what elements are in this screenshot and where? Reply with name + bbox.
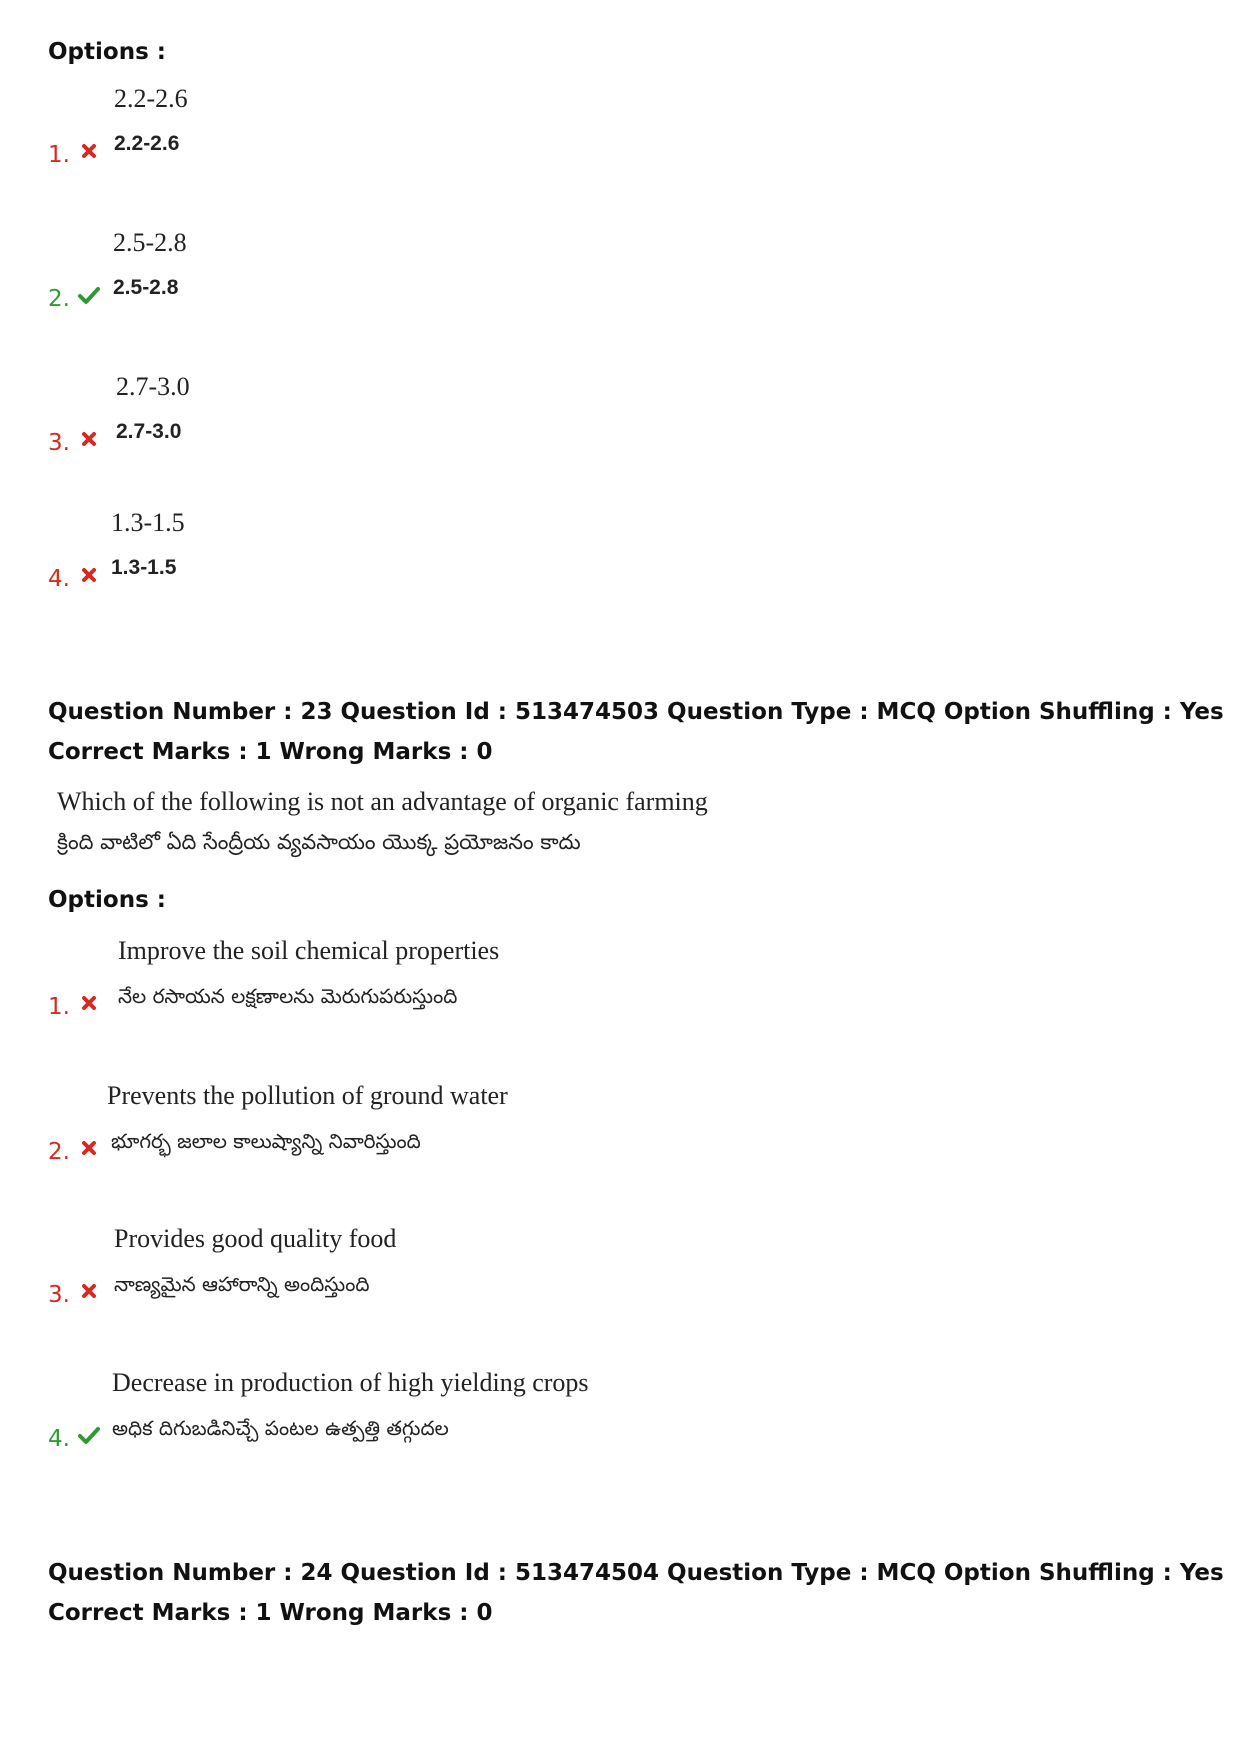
option-number: 1. [48, 994, 70, 1020]
marks-meta: Correct Marks : 1 Wrong Marks : 0 [48, 1600, 493, 1626]
option-subtext: 2.7-3.0 [116, 420, 182, 443]
option-number: 3. [48, 430, 70, 456]
question-text-te: క్రింది వాటిలో ఏది సేంద్రీయ వ్యవసాయం యొక్క ప్రయోజనం కాదు [57, 830, 581, 854]
option-3 [48, 372, 1148, 512]
option-2 [48, 228, 1148, 368]
options-label: Options : [48, 39, 166, 65]
cross-icon [76, 426, 102, 452]
option-text: Decrease in production of high yielding crops [112, 1368, 589, 1397]
marks-meta: Correct Marks : 1 Wrong Marks : 0 [48, 739, 493, 765]
option-subtext: నాణ్యమైన ఆహారాన్ని అందిస్తుంది [114, 1272, 370, 1296]
option-subtext: 2.2-2.6 [114, 132, 180, 155]
option-number: 3. [48, 1282, 70, 1308]
question-meta: Question Number : 24 Question Id : 513474504 Question Type : MCQ Option Shuffling : Yes [48, 1560, 1224, 1586]
option-text: Prevents the pollution of ground water [107, 1081, 508, 1110]
cross-icon [76, 1278, 102, 1304]
cross-icon [76, 1135, 102, 1161]
option-number: 2. [48, 286, 70, 312]
option-subtext: భూగర్భ జలాల కాలుష్యాన్ని నివారిస్తుంది [111, 1129, 421, 1153]
cross-icon [76, 990, 102, 1016]
option-4 [48, 1368, 1148, 1508]
option-text: 2.7-3.0 [116, 372, 190, 401]
option-4 [48, 508, 1148, 648]
option-number: 2. [48, 1139, 70, 1165]
option-1 [48, 936, 1148, 1076]
options-label: Options : [48, 887, 166, 913]
option-subtext: నేల రసాయన లక్షణాలను మెరుగుపరుస్తుంది [118, 984, 458, 1008]
option-text: Improve the soil chemical properties [118, 936, 500, 965]
check-icon [76, 282, 102, 308]
option-number: 4. [48, 1426, 70, 1452]
question-meta: Question Number : 23 Question Id : 513474503 Question Type : MCQ Option Shuffling : Yes [48, 699, 1224, 725]
option-number: 4. [48, 566, 70, 592]
check-icon [76, 1422, 102, 1448]
option-text: 1.3-1.5 [111, 508, 185, 537]
option-number: 1. [48, 142, 70, 168]
option-text: 2.5-2.8 [113, 228, 187, 257]
option-1 [48, 84, 1148, 224]
option-subtext: అధిక దిగుబడినిచ్చే పంటల ఉత్పత్తి తగ్గుదల [112, 1416, 449, 1440]
cross-icon [76, 562, 102, 588]
option-subtext: 2.5-2.8 [113, 276, 179, 299]
question-text-en: Which of the following is not an advantage of organic farming [57, 787, 708, 816]
option-2 [48, 1081, 1148, 1221]
question-header [48, 692, 1224, 772]
question-header [48, 1553, 1224, 1633]
option-3 [48, 1224, 1148, 1364]
option-subtext: 1.3-1.5 [111, 556, 177, 579]
cross-icon [76, 138, 102, 164]
option-text: 2.2-2.6 [114, 84, 188, 113]
question-text [57, 782, 708, 862]
option-text: Provides good quality food [114, 1224, 397, 1253]
